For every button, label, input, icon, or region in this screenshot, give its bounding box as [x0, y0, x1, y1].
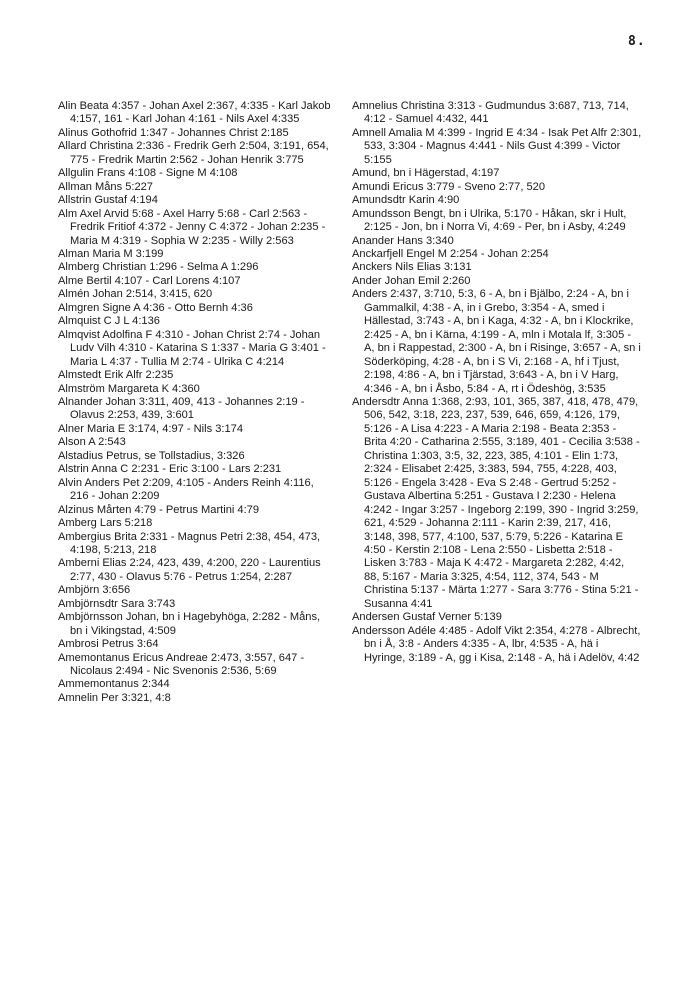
index-entry: Ander Johan Emil 2:260 — [352, 274, 471, 287]
index-entry: Andersson Adéle 4:485 - Adolf Vikt 2:354, 4:278 - Albrecht, bn i Å, 3:8 - Anders 4:335 - A, lbr, 4:535 - A, hä i Hyringe, 3:189 - A, gg i Kisa, 2:148 - A, hä i Adelöv, 4:42 — [352, 624, 641, 664]
index-entry: Ambergius Brita 2:331 - Magnus Petri 2:38, 454, 473, 4:198, 5:213, 218 — [58, 530, 321, 556]
index-entry: Amemontanus Ericus Andreae 2:473, 3:557, 647 - Nicolaus 2:494 - Nic Svenonis 2:536, 5:69 — [58, 651, 305, 678]
index-entry: Alin Beata 4:357 - Johan Axel 2:367, 4:335 - Karl Jakob 4:157, 161 - Karl Johan 4:161 - Nils Axel 4:335 — [58, 100, 331, 126]
index-entry: Amundi Ericus 3:779 - Sveno 2:77, 520 — [352, 180, 546, 193]
index-entry: Andersen Gustaf Verner 5:139 — [352, 611, 502, 624]
index-entry: Allgulin Frans 4:108 - Signe M 4:108 — [58, 167, 238, 180]
index-entry: Alm Axel Arvid 5:68 - Axel Harry 5:68 - Carl 2:563 - Fredrik Fritiof 4:372 - Jenny C 4:372 - Johan 2:235 - Maria M 4:319 - Sophia W 2:235 - Willy 2:563 — [58, 207, 326, 247]
index-entry: Amnelius Christina 3:313 - Gudmundus 3:687, 713, 714, 4:12 - Samuel 4:432, 441 — [352, 100, 629, 126]
index-entry: Anander Hans 3:340 — [352, 234, 454, 247]
index-entry: Alzinus Mårten 4:79 - Petrus Martini 4:79 — [58, 503, 260, 516]
index-column-right — [352, 100, 642, 665]
index-entry: Alner Maria E 3:174, 4:97 - Nils 3:174 — [58, 422, 243, 435]
index-entry: Ambjörnsson Johan, bn i Hagebyhöga, 2:282 - Måns, bn i Vikingstad, 4:509 — [58, 611, 321, 637]
index-entry: Amberg Lars 5:218 — [58, 517, 153, 530]
index-entry: Anckers Nils Elias 3:131 — [352, 261, 472, 274]
index-entry: Amberni Elias 2:24, 423, 439, 4:200, 220 - Laurentius 2:77, 430 - Olavus 5:76 - Petrus 1:254, 2:287 — [58, 557, 321, 583]
index-entry: Anckarfjell Engel M 2:254 - Johan 2:254 — [352, 247, 549, 260]
index-entry: Amnell Amalia M 4:399 - Ingrid E 4:34 - Isak Pet Alfr 2:301, 533, 3:304 - Magnus 4:441 - Nils Gust 4:399 - Victor 5:155 — [352, 126, 642, 166]
index-entry: Alme Bertil 4:107 - Carl Lorens 4:107 — [58, 274, 241, 287]
index-entry: Almström Margareta K 4:360 — [58, 382, 200, 395]
index-entry: Amundsdtr Karin 4:90 — [352, 194, 460, 207]
index-entry: Anders 2:437, 3:710, 5:3, 6 - A, bn i Bjälbo, 2:24 - A, bn i Gammalkil, 4:38 - A, in i Grebo, 3:354 - A, smed i Hällestad, 3:743 - A, bn i Kaga, 4:32 - A, bn i Klockrike, 2:425 - A, bn i Kärna, 4:199 - A, mln i Motala lf, 3:305 - A, bn i Rappestad, 2:300 - A, bn i Risinge, 3:657 - A, sn i Söderköping, 4:28 - A, bn i S Vi, 2:168 - A, hf i Tjust, 2:198, 4:86 - A, bn i Tjärstad, 3:643 - A, bn i V Harg, 4:346 - A, bn i Åsbo, 5:84 - A, rt i Ödeshög, 3:535 — [352, 288, 641, 395]
index-entry: Amundsson Bengt, bn i Ulrika, 5:170 - Håkan, skr i Hult, 2:125 - Jon, bn i Norra Vi, 4:69 - Per, bn i Asby, 4:249 — [352, 207, 627, 234]
index-entry: Ambjörn 3:656 — [58, 584, 131, 597]
index-entry: Allman Måns 5:227 — [58, 180, 153, 193]
index-entry: Almstedt Erik Alfr 2:235 — [58, 369, 174, 382]
index-entry: Almqvist Adolfina F 4:310 - Johan Christ 2:74 - Johan Ludv Vilh 4:310 - Katarina S 1:337 - Maria G 3:401 - Maria L 4:37 - Tullia M 2:74 - Ulrika C 4:214 — [58, 328, 326, 368]
index-entry: Allard Christina 2:336 - Fredrik Gerh 2:504, 3:191, 654, 775 - Fredrik Martin 2:562 - Johan Henrik 3:775 — [58, 140, 329, 166]
index-column-left — [58, 100, 333, 705]
index-entry: Almquist C J L 4:136 — [58, 315, 160, 328]
index-entry: Almgren Signe A 4:36 - Otto Bernh 4:36 — [58, 301, 253, 314]
index-entry: Alstadius Petrus, se Tollstadius, 3:326 — [58, 449, 245, 462]
index-entry: Alnander Johan 3:311, 409, 413 - Johannes 2:19 - Olavus 2:253, 439, 3:601 — [58, 395, 305, 422]
index-entry: Amund, bn i Hägerstad, 4:197 — [352, 167, 500, 180]
index-entry: Allstrin Gustaf 4:194 — [58, 194, 158, 207]
index-entry: Alvin Anders Pet 2:209, 4:105 - Anders Reinh 4:116, 216 - Johan 2:209 — [58, 476, 314, 503]
index-entry: Almberg Christian 1:296 - Selma A 1:296 — [58, 261, 259, 274]
index-entry: Alman Maria M 3:199 — [58, 247, 164, 260]
index-entry: Ambjörnsdtr Sara 3:743 — [58, 597, 176, 610]
index-entry: Ambrosi Petrus 3:64 — [58, 638, 159, 651]
index-entry: Amnelin Per 3:321, 4:8 — [58, 691, 171, 704]
index-entry: Alinus Gothofrid 1:347 - Johannes Christ 2:185 — [58, 126, 289, 139]
index-entry: Andersdtr Anna 1:368, 2:93, 101, 365, 387, 418, 478, 479, 506, 542, 3:18, 223, 237, 539, 646, 659, 4:126, 179, 5:126 - A Lisa 4:223 - A Maria 2:198 - Beata 2:353 - Brita 4:20 - Catharina 2:555, 3:189, 401 - Cecilia 3:538 - Christina 1:303, 3:5, 32, 223, 385, 4:101 - Elin 1:73, 2:324 - Elisabet 2:425, 3:383, 594, 755, 4:228, 403, 5:126 - Engela 3:428 - Eva S 2:48 - Gertrud 5:252 - Gustava Albertina 5:251 - Gustava I 2:230 - Helena 4:242 - Ingar 3:257 - Ingeborg 2:199, 390 - Ingrid 3:259, 621, 4:529 - Johanna 2:111 - Karin 2:39, 217, 416, 3:148, 398, 577, 4:100, 537, 5:79, 5:226 - Katarina E 4:50 - Kerstin 2:108 - Lena 2:550 - Lisbetta 2:518 - Lisken 3:783 - Maja K 4:472 - Margareta 2:282, 4:42, 88, 5:167 - Maria 3:325, 4:54, 112, 374, 543 - M Christina 5:137 - Märta 1:277 - Sara 3:776 - Stina 5:21 - Susanna 4:41 — [352, 395, 640, 610]
page-number: 8. — [628, 34, 646, 49]
index-entry: Alson A 2:543 — [58, 436, 126, 449]
index-entry: Alstrin Anna C 2:231 - Eric 3:100 - Lars 2:231 — [58, 463, 282, 476]
index-entry: Ammemontanus 2:344 — [58, 678, 170, 691]
index-entry: Almén Johan 2:514, 3:415, 620 — [58, 288, 213, 301]
